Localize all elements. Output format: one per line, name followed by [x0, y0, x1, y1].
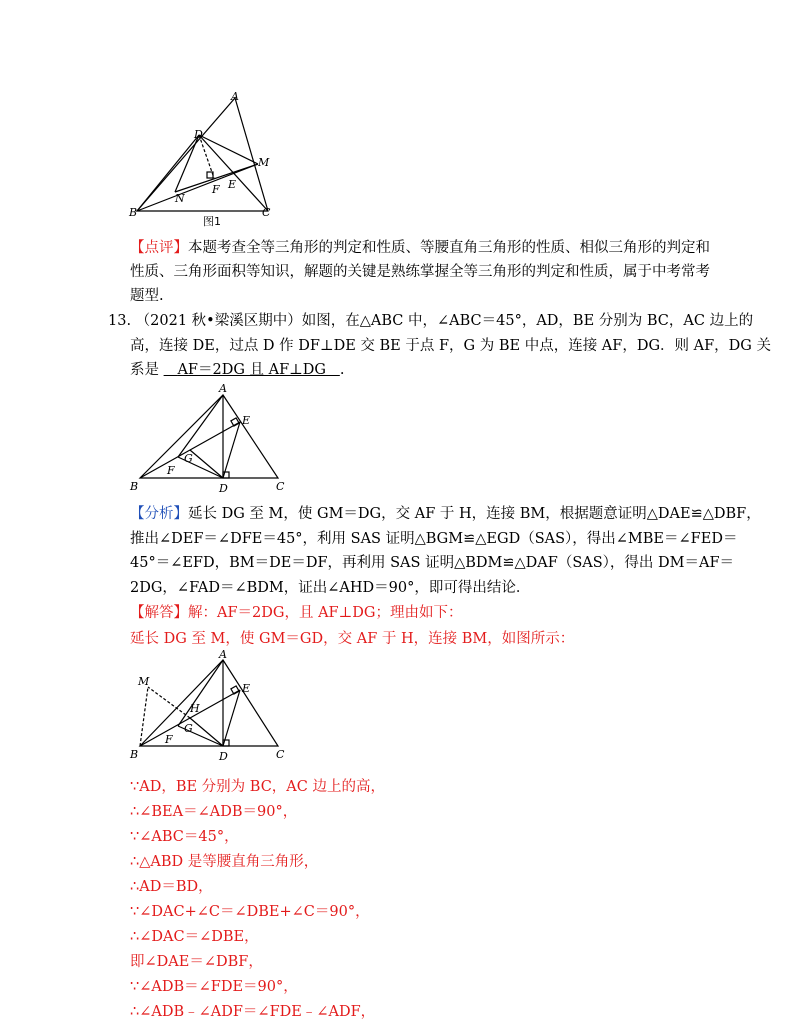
comment-line-3: 题型. — [130, 288, 164, 304]
comment-text-1: 本题考查全等三角形的判定和性质、等腰直角三角形的性质、相似三角形的判定和 — [188, 240, 710, 256]
fig3-label-E: E — [242, 682, 251, 695]
fig1-caption: 图1 — [203, 215, 221, 228]
fig2-seg-AF — [178, 395, 223, 457]
fig1-label-D: D — [194, 128, 203, 141]
fig2-label-G: G — [184, 452, 193, 465]
fig1-seg-DC — [199, 135, 268, 211]
fig2-label-B: B — [130, 480, 139, 493]
answer-text: AF＝2DG 且 AF⊥DG — [177, 362, 326, 378]
fig3-label-F: F — [165, 733, 173, 746]
answer-suffix: . — [339, 362, 345, 378]
solution-text-1: 解：AF＝2DG，且 AF⊥DG；理由如下： — [188, 605, 463, 621]
problem-13-line-3 — [130, 359, 690, 381]
fig1-label-N: N — [175, 192, 185, 205]
proof-step-8: 即∠DAE＝∠DBF， — [130, 954, 263, 970]
fig3-seg-DG — [190, 718, 223, 746]
analysis-line-4: 2DG，∠FAD＝∠BDM，证出∠AHD＝90°，即可得出结论． — [130, 580, 531, 596]
fig3-seg-GM — [148, 687, 190, 718]
analysis-line-3: 45°＝∠EFD，BM＝DE＝DF，再利用 SAS 证明△BDM≌△DAF（SAS），得出 DM＝AF＝ — [130, 555, 735, 571]
proof-step-3: ∵∠ABC＝45°， — [130, 829, 239, 845]
proof-step-2: ∴∠BEA＝∠ADB＝90°， — [130, 804, 298, 820]
problem-number: 13. — [108, 313, 132, 329]
fig3-right-angle-E — [231, 686, 239, 694]
comment-line-1 — [130, 237, 710, 259]
fig3-label-M: M — [138, 675, 150, 688]
answer-prefix: 系是 — [130, 362, 159, 378]
proof-step-1: ∵AD，BE 分别为 BC，AC 边上的高， — [130, 779, 385, 795]
fig1-label-C: C — [262, 206, 271, 219]
fig3-label-D: D — [219, 750, 228, 763]
fig2-label-E: E — [242, 414, 251, 427]
fig3-triangle — [140, 660, 278, 746]
fig2-right-angle-E — [231, 418, 239, 426]
proof-step-7: ∴∠DAC＝∠DBE， — [130, 929, 259, 945]
solution-tag: 【解答】 — [130, 605, 188, 621]
proof-step-9: ∵∠ADB＝∠FDE＝90°， — [130, 979, 298, 995]
proof-step-4: ∴△ABD 是等腰直角三角形， — [130, 854, 319, 870]
fig2-label-A: A — [219, 382, 227, 395]
figure-2 — [130, 385, 300, 495]
fig3-seg-AF — [178, 660, 223, 726]
proof-step-6: ∵∠DAC+∠C＝∠DBE+∠C＝90°， — [130, 904, 370, 920]
fig1-seg-BM — [137, 164, 258, 211]
fig2-label-C: C — [276, 480, 285, 493]
analysis-line-2: 推出∠DEF＝∠DFE＝45°，利用 SAS 证明△BGM≌△EGD（SAS），得出∠MBE＝∠FED＝ — [130, 531, 738, 547]
problem-text-1: （2021 秋•梁溪区期中）如图，在△ABC 中，∠ABC＝45°，AD，BE 分别为 BC，AC 边上的 — [135, 313, 754, 329]
fig1-label-M: M — [258, 156, 270, 169]
solution-line-2: 延长 DG 至 M，使 GM＝GD，交 AF 于 H，连接 BM，如图所示： — [130, 631, 575, 647]
fig3-label-H: H — [190, 702, 200, 715]
comment-line-2: 性质、三角形面积等知识，解题的关键是熟练掌握全等三角形的判定和性质，属于中考常考 — [130, 264, 710, 280]
problem-13-line-2: 高，连接 DE，过点 D 作 DF⊥DE 交 BE 于点 F，G 为 BE 中点，连接 AF，DG．则 AF，DG 关 — [130, 338, 771, 354]
fig1-label-A: A — [231, 90, 239, 103]
fig2-seg-DG — [190, 450, 223, 478]
proof-step-5: ∴AD＝BD， — [130, 879, 213, 895]
fig1-triangle — [137, 98, 268, 211]
comment-tag: 【点评】 — [130, 240, 188, 256]
fig3-label-B: B — [130, 748, 139, 761]
solution-line-1 — [130, 602, 690, 624]
fig2-label-F: F — [167, 464, 175, 477]
analysis-text-1: 延长 DG 至 M，使 GM＝DG，交 AF 于 H，连接 BM，根据题意证明△DAE≌△DBF， — [188, 506, 761, 522]
analysis-tag: 【分析】 — [130, 506, 188, 522]
proof-step-10: ∴∠ADB﹣∠ADF＝∠FDE﹣∠ADF， — [130, 1004, 376, 1020]
fig3-label-A: A — [219, 648, 227, 661]
analysis-line-1 — [130, 503, 761, 525]
fig1-label-B: B — [129, 206, 138, 219]
answer-blank — [164, 362, 340, 378]
fig2-label-D: D — [219, 482, 228, 495]
fig1-label-E: E — [228, 178, 237, 191]
figure-3 — [130, 650, 300, 760]
fig1-label-F: F — [212, 183, 220, 196]
fig3-seg-BM — [140, 687, 148, 746]
fig3-label-G: G — [184, 722, 193, 735]
problem-13-line-1 — [108, 310, 754, 332]
fig3-label-C: C — [276, 748, 285, 761]
